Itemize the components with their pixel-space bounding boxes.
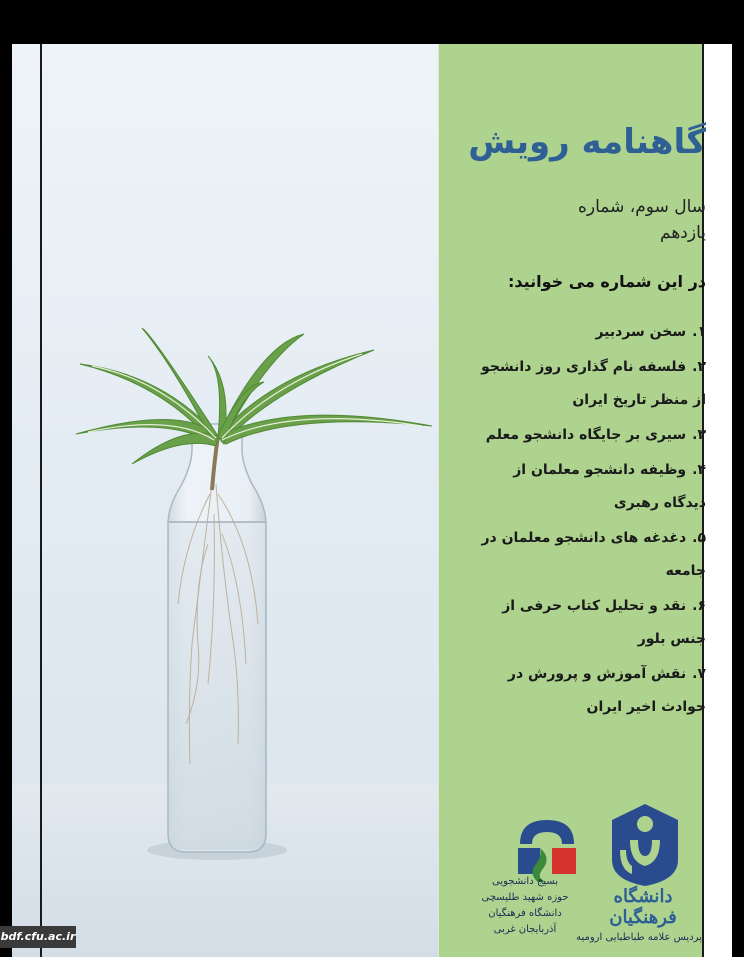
- toc-item: ۷.نقش آموزش و پرورش در حوادث اخیر ایران: [507, 666, 706, 715]
- toc-item: ۶.نقد و تحلیل کتاب حرفی از جنس بلور: [502, 598, 706, 647]
- left-border-line: [40, 44, 42, 957]
- farhangian-university-logo-icon: [606, 800, 684, 890]
- university-name: دانشگاه فرهنگیان: [609, 886, 677, 928]
- toc-item: ۳.سیری بر جایگاه دانشجو معلم: [485, 427, 706, 443]
- cover-photo: [12, 44, 438, 957]
- campus-name: پردیس علامه طباطبایی ارومیه: [576, 932, 702, 943]
- issue-line-1: سال سوم، شماره: [578, 197, 706, 217]
- toc-item: ۲.فلسفه نام گذاری روز دانشجو از منظر تاریخ ایران: [481, 359, 706, 408]
- plant-in-bottle-illustration: [12, 44, 438, 957]
- contents-heading: در این شماره می خوانید:: [507, 272, 706, 291]
- issue-line-2: یازدهم: [660, 223, 706, 243]
- magazine-title: گاهنامه رویش: [468, 122, 706, 162]
- table-of-contents: [470, 316, 706, 726]
- toc-item: ۵.دغدغه های دانشجو معلمان در جامعه: [481, 530, 706, 579]
- toc-item: ۱.سخن سردبیر: [595, 324, 706, 340]
- toc-item: ۴.وظیفه دانشجو معلمان از دیدگاه رهبری: [513, 462, 706, 511]
- basij-caption: بسیج دانشجویی حوزه شهید طلیسچی دانشگاه فرهنگیان آذربایجان غربی: [481, 876, 569, 935]
- site-watermark: bdf.cfu.ac.ir: [0, 926, 76, 948]
- issue-info: [466, 194, 706, 246]
- magazine-cover: [12, 44, 732, 957]
- right-margin: [702, 44, 732, 957]
